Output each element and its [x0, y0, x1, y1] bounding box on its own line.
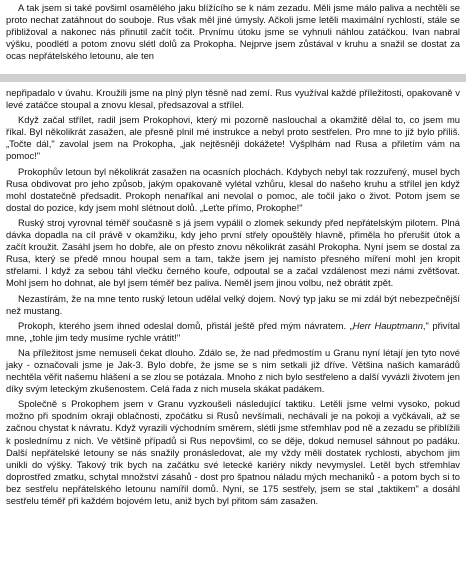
- paragraph: [6, 320, 460, 344]
- paragraph: A tak jsem si také povšiml osamělého jaku blížícího se k nám zezadu. Měli jsme málo paliva a nechtěli se proto nechat zatáhnout do souboje. Rus však měl jiné úmysly. Ačkoli jsme letěli maximální rychlostí, stále se přibližoval a nakonec nás přinutil začít točit. Prvnímu útoku jsme se vyhnuli náhlou zatáčkou. Ivan nabral výšku, poodlétl a potom znovu slétl dolů za Prokopha. Nejprve jsem zůstával v kruhu a snažil se dostat za ocas nepřátelského letounu, ale ten: [6, 2, 460, 62]
- paragraph: Společně s Prokophem jsem v Granu vyzkoušeli následující taktiku. Letěli jsme velmi vysoko, pokud možno při spodním okraji oblačnosti, zpočátku si Rusů nevšímali, nechávali je na pokoji a vyčkávali, až se začnou chystat k návratu. Když vyrazili východním směrem, slétli jsme střemhlav pod ně a zezadu se přiblížili k poslednímu z nich. Ve většině případů si Rus nepovšiml, co se děje, dokud nemusel sáhnout po padáku. Další nepřátelské letouny se nás snažily pronásledovat, ale my vždy měli dostatek rychlosti, abychom jim unikli do výšky. Takový trik bych na začátku své letecké kariéry nikdy nevymyslel. Letěl bych střemhlav doprostřed zmatku, schytal množství zásahů - dost pro špatnou náladu mých mechaniků - a potom bych si to bez sestřelu nepřátelského letounu namířil domů. Nyní, se 175 sestřely, jsem se stal „taktikem" a dosáhl sestřelu téměř při každém bojovém letu, aniž bych byl přitom sám zasažen.: [6, 398, 460, 506]
- section-divider: [0, 74, 466, 82]
- top-text-block: [6, 2, 460, 62]
- main-text-block: [6, 87, 460, 507]
- paragraph-part: ," přivítal mne, „tohle jim tedy musíme rychle vrátit!": [6, 319, 460, 343]
- italic-phrase: Herr Hauptmann: [352, 319, 423, 331]
- paragraph: Když začal střílet, radil jsem Prokophovi, který mi pozorně naslouchal a okamžitě dělal to, co jsem mu říkal. Byl několikrát zasažen, ale přesně plnil mé instrukce a nebyl proto sestřelen. Pro mne to již bylo příliš. „Točte dál," zavolal jsem na Prokopha, „jak nejtěsněji dokážete! Vyšplhám nad Rusa a přiletím vám na pomoc!": [6, 114, 460, 162]
- paragraph: Ruský stroj vyrovnal téměř současně s já jsem vypálil o zlomek sekundy před nepřátelským pilotem. Plná dávka dopadla na cíl právě v okamžiku, kdy jeho první střely opouštěly hlavně, přiměla ho přerušit útok a začít kroužit. Zasáhl jsem ho dobře, ale on přesto znovu několikrát zasáhl Prokopha. Nyní jsem se dostal za Rusa, který se předě mnou houpal sem a tam, takže jsem jej namísto přesného míření mohl jen kropit střelami. I když za sebou táhl vlečku černého kouře, odpoutal se a začal vzdálenost mezi námi zvětšovat. Mohl jsem ho dohnat, ale byl jsem téměř bez paliva. Neměl jsem jinou volbu, než obrátit zpět.: [6, 216, 460, 289]
- paragraph-part: Prokoph, kterého jsem ihned odeslal domů, přistál ještě před mým návratem. „: [18, 319, 353, 331]
- paragraph: nepřipadalo v úvahu. Kroužili jsme na plný plyn těsně nad zemí. Rus využíval každé příležitosti, opakovaně v levé zatáčce stoupal a znovu klesal, předsazoval a střílel.: [6, 87, 460, 111]
- paragraph: Nezastírám, že na mne tento ruský letoun udělal velký dojem. Nový typ jaku se mi zdál být nebezpečnější než mustang.: [6, 292, 460, 316]
- paragraph: Prokophův letoun byl několikrát zasažen na ocasních plochách. Kdybych nebyl tak rozzuřený, musel bych Rusa obdivovat pro jeho způsob, jakým opakovaně vylétal vzhůru, klesal do našeho kruhu a střílel jen když mohl dostatečně předsadit. Prokoph nenaříkal ani nevolal o pomoc, ale točil jako o život. Potom jsem se dostal do pozice, kdy jsem mohl slétnout dolů. „Leťte přímo, Prokophe!": [6, 165, 460, 213]
- paragraph: Na příležitost jsme nemuseli čekat dlouho. Zdálo se, že nad předmostím u Granu nyní létají jen tyto nové jaky - označovali jsme je Jak-3. Bylo dobře, že jsme se s nim setkali již dříve. Většina našich kamarádů nechtěla věřit našemu hlášení a se zlou se potázala. Mnoho z nich bylo sestřeleno a další vyvázli životem jen díky svým leteckým zkušenostem. Celá řada z nich musela skákat padákem.: [6, 346, 460, 395]
